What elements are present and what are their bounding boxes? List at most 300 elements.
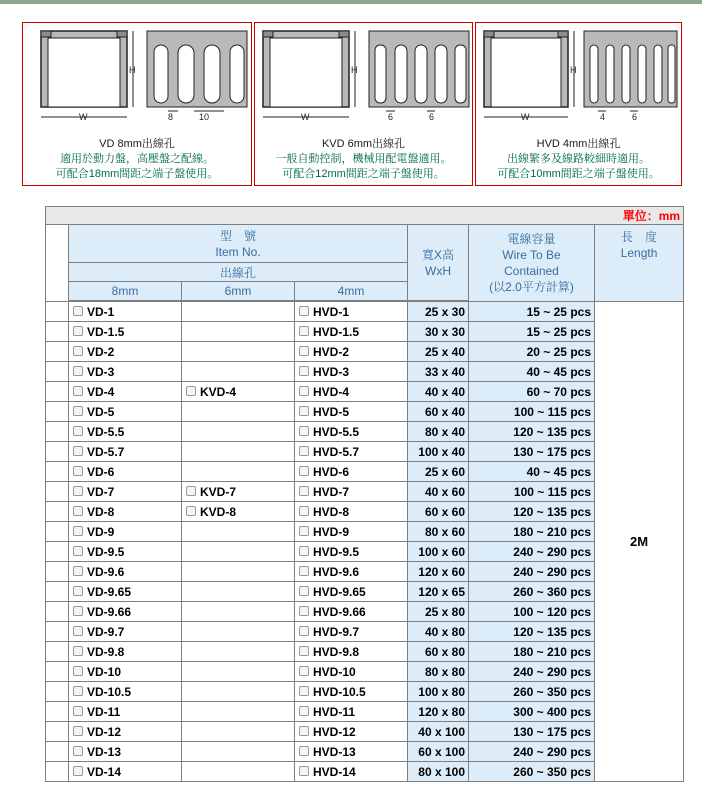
table-row — [46, 622, 684, 642]
select-checkbox[interactable] — [73, 666, 83, 676]
capacity-cell: 240 ~ 290 pcs — [469, 562, 595, 582]
table-row — [46, 662, 684, 682]
vd-model-cell — [69, 402, 182, 422]
duct-diagram-vd — [23, 23, 253, 133]
select-checkbox[interactable] — [299, 326, 309, 336]
row-blank-cell — [46, 582, 69, 602]
length-header-en: Length — [620, 246, 658, 260]
vd-model-cell — [69, 382, 182, 402]
col-8mm-header: 8mm — [69, 282, 182, 301]
kvd-model-cell — [182, 322, 295, 342]
hvd-model-label: HVD-2 — [313, 344, 350, 359]
vd-model-label: VD-12 — [87, 724, 122, 739]
size-cell: 60 x 60 — [408, 502, 469, 522]
vd-model-cell — [69, 662, 182, 682]
select-checkbox[interactable] — [186, 386, 196, 396]
spec-table-wrapper — [45, 206, 683, 782]
size-cell: 60 x 80 — [408, 642, 469, 662]
select-checkbox[interactable] — [73, 566, 83, 576]
kvd-model-cell — [182, 582, 295, 602]
vd-model-cell — [69, 342, 182, 362]
select-checkbox[interactable] — [299, 546, 309, 556]
table-row — [46, 762, 684, 782]
hvd-model-cell — [295, 542, 408, 562]
kvd-model-cell — [182, 602, 295, 622]
hvd-model-label: HVD-5.7 — [313, 444, 360, 459]
select-checkbox[interactable] — [73, 366, 83, 376]
unit-label: 單位：mm — [46, 207, 684, 225]
hvd-model-label: HVD-9.7 — [313, 624, 360, 639]
capacity-cell: 180 ~ 210 pcs — [469, 642, 595, 662]
dim-w-label: W — [79, 112, 88, 122]
select-checkbox[interactable] — [73, 326, 83, 336]
hvd-model-cell — [295, 442, 408, 462]
capacity-header-note: (以2.0平方計算) — [489, 280, 574, 294]
diagram-panel-kvd — [254, 22, 473, 186]
col-4mm-header: 4mm — [295, 282, 408, 301]
capacity-cell: 300 ~ 400 pcs — [469, 702, 595, 722]
row-blank-cell — [46, 662, 69, 682]
select-checkbox[interactable] — [73, 546, 83, 556]
hvd-model-label: HVD-10 — [313, 664, 356, 679]
table-row — [46, 422, 684, 442]
size-cell: 60 x 100 — [408, 742, 469, 762]
size-cell: 100 x 80 — [408, 682, 469, 702]
vd-model-cell — [69, 522, 182, 542]
row-blank-cell — [46, 482, 69, 502]
spec-table — [45, 206, 684, 782]
dim-w-label: W — [521, 112, 530, 122]
table-row — [46, 322, 684, 342]
kvd-model-cell — [182, 442, 295, 462]
select-checkbox[interactable] — [73, 706, 83, 716]
caption-title: HVD 4mm出線孔 — [536, 138, 621, 150]
select-checkbox[interactable] — [299, 766, 309, 776]
blank-header-cell — [46, 225, 69, 302]
hvd-model-label: HVD-9.8 — [313, 644, 360, 659]
caption-terminal: 可配合12mm間距之端子盤使用。 — [282, 168, 445, 180]
hvd-model-label: HVD-3 — [313, 364, 350, 379]
table-row — [46, 742, 684, 762]
hvd-model-cell — [295, 422, 408, 442]
size-cell: 60 x 40 — [408, 402, 469, 422]
select-checkbox[interactable] — [73, 506, 83, 516]
row-blank-cell — [46, 622, 69, 642]
select-checkbox[interactable] — [299, 726, 309, 736]
capacity-cell: 260 ~ 350 pcs — [469, 762, 595, 782]
hvd-model-label: HVD-1.5 — [313, 324, 360, 339]
table-row — [46, 682, 684, 702]
kvd-model-cell — [182, 482, 295, 502]
hvd-model-label: HVD-13 — [313, 744, 356, 759]
row-blank-cell — [46, 762, 69, 782]
select-checkbox[interactable] — [299, 606, 309, 616]
capacity-cell: 260 ~ 360 pcs — [469, 582, 595, 602]
hvd-model-label: HVD-8 — [313, 504, 350, 519]
kvd-model-cell — [182, 562, 295, 582]
size-cell: 25 x 30 — [408, 302, 469, 322]
vd-model-cell — [69, 482, 182, 502]
kvd-model-cell — [182, 382, 295, 402]
vd-model-label: VD-5 — [87, 404, 115, 419]
size-header-en: WxH — [425, 263, 451, 278]
size-cell: 40 x 40 — [408, 382, 469, 402]
vd-model-cell — [69, 762, 182, 782]
capacity-cell: 60 ~ 70 pcs — [469, 382, 595, 402]
duct-diagram-kvd — [255, 23, 474, 133]
row-blank-cell — [46, 702, 69, 722]
vd-model-label: VD-9 — [87, 524, 115, 539]
caption-title: VD 8mm出線孔 — [99, 138, 175, 150]
select-checkbox[interactable] — [73, 386, 83, 396]
hvd-model-cell — [295, 382, 408, 402]
capacity-cell: 100 ~ 115 pcs — [469, 482, 595, 502]
hvd-model-label: HVD-9.6 — [313, 564, 360, 579]
capacity-cell: 15 ~ 25 pcs — [469, 322, 595, 342]
select-checkbox[interactable] — [73, 586, 83, 596]
select-checkbox[interactable] — [299, 686, 309, 696]
col-6mm-header: 6mm — [182, 282, 295, 301]
select-checkbox[interactable] — [73, 766, 83, 776]
select-checkbox[interactable] — [299, 646, 309, 656]
select-checkbox[interactable] — [299, 446, 309, 456]
dim-h-label: H — [570, 65, 577, 75]
capacity-cell: 100 ~ 120 pcs — [469, 602, 595, 622]
select-checkbox[interactable] — [73, 306, 83, 316]
select-checkbox[interactable] — [73, 626, 83, 636]
size-cell: 40 x 80 — [408, 622, 469, 642]
capacity-cell: 120 ~ 135 pcs — [469, 502, 595, 522]
size-cell: 100 x 60 — [408, 542, 469, 562]
model-header — [69, 225, 408, 263]
hvd-model-cell — [295, 342, 408, 362]
table-row — [46, 482, 684, 502]
kvd-model-cell — [182, 722, 295, 742]
pitch-a-label: 6 — [388, 112, 394, 122]
capacity-header-en2: Contained — [504, 264, 559, 278]
caption-usage: 出線繁多及線路較細時適用。 — [507, 153, 650, 165]
select-checkbox[interactable] — [299, 706, 309, 716]
capacity-cell: 15 ~ 25 pcs — [469, 302, 595, 322]
vd-model-cell — [69, 742, 182, 762]
hvd-model-cell — [295, 362, 408, 382]
vd-model-cell — [69, 322, 182, 342]
row-blank-cell — [46, 742, 69, 762]
select-checkbox[interactable] — [299, 366, 309, 376]
hvd-model-label: HVD-9 — [313, 524, 350, 539]
select-checkbox[interactable] — [73, 446, 83, 456]
select-checkbox[interactable] — [73, 406, 83, 416]
table-row — [46, 542, 684, 562]
vd-model-cell — [69, 722, 182, 742]
vd-model-label: VD-5.7 — [87, 444, 125, 459]
vd-model-label: VD-1.5 — [87, 324, 125, 339]
kvd-model-cell — [182, 762, 295, 782]
size-header-zh: 寬X高 — [421, 247, 454, 262]
caption-terminal: 可配合18mm間距之端子盤使用。 — [55, 168, 219, 180]
capacity-cell: 240 ~ 290 pcs — [469, 542, 595, 562]
kvd-model-cell — [182, 642, 295, 662]
size-cell: 40 x 60 — [408, 482, 469, 502]
select-checkbox[interactable] — [73, 466, 83, 476]
capacity-cell: 240 ~ 290 pcs — [469, 742, 595, 762]
table-row — [46, 562, 684, 582]
select-checkbox[interactable] — [299, 386, 309, 396]
hvd-model-cell — [295, 642, 408, 662]
size-cell: 80 x 80 — [408, 662, 469, 682]
kvd-model-cell — [182, 622, 295, 642]
vd-model-cell — [69, 362, 182, 382]
select-checkbox[interactable] — [73, 606, 83, 616]
size-cell: 33 x 40 — [408, 362, 469, 382]
row-blank-cell — [46, 502, 69, 522]
kvd-model-label: KVD-4 — [200, 384, 237, 399]
capacity-header — [469, 225, 595, 302]
select-checkbox[interactable] — [299, 346, 309, 356]
hvd-model-cell — [295, 682, 408, 702]
vd-model-label: VD-1 — [87, 304, 115, 319]
hvd-model-cell — [295, 482, 408, 502]
hvd-model-cell — [295, 622, 408, 642]
vd-model-label: VD-3 — [87, 364, 115, 379]
vd-model-cell — [69, 542, 182, 562]
hvd-model-cell — [295, 502, 408, 522]
length-header — [595, 225, 684, 302]
vd-model-label: VD-2 — [87, 344, 115, 359]
size-cell: 80 x 40 — [408, 422, 469, 442]
select-checkbox[interactable] — [73, 486, 83, 496]
select-checkbox[interactable] — [299, 626, 309, 636]
select-checkbox[interactable] — [299, 406, 309, 416]
vd-model-cell — [69, 422, 182, 442]
select-checkbox[interactable] — [299, 426, 309, 436]
kvd-model-cell — [182, 422, 295, 442]
select-checkbox[interactable] — [186, 506, 196, 516]
vd-model-label: VD-9.5 — [87, 544, 125, 559]
panel-caption — [476, 137, 681, 182]
vd-model-cell — [69, 302, 182, 322]
spec-table-body — [46, 302, 684, 782]
kvd-model-cell — [182, 702, 295, 722]
size-cell: 40 x 100 — [408, 722, 469, 742]
row-blank-cell — [46, 682, 69, 702]
size-cell: 120 x 80 — [408, 702, 469, 722]
panel-caption — [23, 137, 251, 182]
select-checkbox[interactable] — [73, 746, 83, 756]
table-row — [46, 582, 684, 602]
hvd-model-cell — [295, 462, 408, 482]
hvd-model-label: HVD-14 — [313, 764, 356, 779]
select-checkbox[interactable] — [186, 486, 196, 496]
capacity-cell: 130 ~ 175 pcs — [469, 722, 595, 742]
kvd-model-cell — [182, 502, 295, 522]
vd-model-label: VD-5.5 — [87, 424, 125, 439]
capacity-cell: 20 ~ 25 pcs — [469, 342, 595, 362]
size-cell: 30 x 30 — [408, 322, 469, 342]
row-blank-cell — [46, 542, 69, 562]
select-checkbox[interactable] — [299, 526, 309, 536]
capacity-cell: 40 ~ 45 pcs — [469, 462, 595, 482]
select-checkbox[interactable] — [73, 346, 83, 356]
model-header-en: Item No. — [215, 244, 261, 259]
select-checkbox[interactable] — [299, 566, 309, 576]
hvd-model-cell — [295, 582, 408, 602]
vd-model-cell — [69, 602, 182, 622]
kvd-model-label: KVD-7 — [200, 484, 237, 499]
vd-model-cell — [69, 462, 182, 482]
capacity-header-zh: 電線容量 — [507, 232, 556, 246]
hvd-model-label: HVD-1 — [313, 304, 350, 319]
size-cell: 100 x 40 — [408, 442, 469, 462]
vd-model-label: VD-8 — [87, 504, 115, 519]
vd-model-label: VD-10.5 — [87, 684, 132, 699]
kvd-model-cell — [182, 662, 295, 682]
dim-h-label: H — [351, 65, 358, 75]
row-blank-cell — [46, 602, 69, 622]
select-checkbox[interactable] — [73, 686, 83, 696]
size-cell: 25 x 40 — [408, 342, 469, 362]
vd-model-cell — [69, 682, 182, 702]
hvd-model-cell — [295, 562, 408, 582]
select-checkbox[interactable] — [299, 466, 309, 476]
hvd-model-cell — [295, 662, 408, 682]
hvd-model-label: HVD-10.5 — [313, 684, 366, 699]
select-checkbox[interactable] — [73, 526, 83, 536]
kvd-model-cell — [182, 342, 295, 362]
capacity-cell: 120 ~ 135 pcs — [469, 622, 595, 642]
kvd-model-cell — [182, 462, 295, 482]
hvd-model-label: HVD-4 — [313, 384, 350, 399]
table-row — [46, 382, 684, 402]
pitch-a-label: 8 — [168, 112, 174, 122]
caption-usage: 一般自動控制，機械用配電盤適用。 — [275, 153, 452, 165]
vd-model-label: VD-6 — [87, 464, 115, 479]
hvd-model-label: HVD-12 — [313, 724, 356, 739]
table-row — [46, 642, 684, 662]
table-row — [46, 362, 684, 382]
caption-title: KVD 6mm出線孔 — [321, 138, 406, 150]
select-checkbox[interactable] — [299, 746, 309, 756]
row-blank-cell — [46, 342, 69, 362]
diagram-panel-hvd — [475, 22, 682, 186]
table-row — [46, 722, 684, 742]
kvd-model-cell — [182, 402, 295, 422]
table-row — [46, 702, 684, 722]
table-row — [46, 522, 684, 542]
hvd-model-label: HVD-9.66 — [313, 604, 366, 619]
select-checkbox[interactable] — [299, 486, 309, 496]
duct-diagram-hvd — [476, 23, 683, 133]
select-checkbox[interactable] — [299, 306, 309, 316]
capacity-cell: 180 ~ 210 pcs — [469, 522, 595, 542]
table-row — [46, 342, 684, 362]
caption-usage: 適用於動力盤，高壓盤之配線。 — [60, 153, 214, 165]
row-blank-cell — [46, 402, 69, 422]
hvd-model-label: HVD-6 — [313, 464, 350, 479]
table-row — [46, 402, 684, 422]
kvd-model-cell — [182, 682, 295, 702]
size-cell: 120 x 60 — [408, 562, 469, 582]
vd-model-cell — [69, 622, 182, 642]
table-row — [46, 442, 684, 462]
select-checkbox[interactable] — [299, 586, 309, 596]
vd-model-cell — [69, 582, 182, 602]
row-blank-cell — [46, 522, 69, 542]
hvd-model-cell — [295, 702, 408, 722]
row-blank-cell — [46, 642, 69, 662]
hvd-model-label: HVD-9.5 — [313, 544, 360, 559]
row-blank-cell — [46, 362, 69, 382]
hvd-model-cell — [295, 742, 408, 762]
capacity-cell: 120 ~ 135 pcs — [469, 422, 595, 442]
hvd-model-cell — [295, 762, 408, 782]
vd-model-label: VD-10 — [87, 664, 122, 679]
hvd-model-label: HVD-5 — [313, 404, 350, 419]
hvd-model-cell — [295, 602, 408, 622]
pitch-a-label: 4 — [600, 112, 606, 122]
top-banner-strip — [0, 0, 702, 4]
select-checkbox[interactable] — [73, 426, 83, 436]
capacity-cell: 100 ~ 115 pcs — [469, 402, 595, 422]
capacity-cell: 130 ~ 175 pcs — [469, 442, 595, 462]
diagram-panel-vd — [22, 22, 252, 186]
kvd-model-label: KVD-8 — [200, 504, 237, 519]
row-blank-cell — [46, 382, 69, 402]
vd-model-label: VD-9.7 — [87, 624, 125, 639]
vd-model-label: VD-13 — [87, 744, 122, 759]
capacity-cell: 240 ~ 290 pcs — [469, 662, 595, 682]
table-row — [46, 602, 684, 622]
dim-w-label: W — [301, 112, 310, 122]
pitch-b-label: 6 — [632, 112, 638, 122]
vd-model-label: VD-7 — [87, 484, 115, 499]
capacity-cell: 40 ~ 45 pcs — [469, 362, 595, 382]
size-cell: 25 x 60 — [408, 462, 469, 482]
select-checkbox[interactable] — [73, 726, 83, 736]
length-value-cell: 2M — [595, 302, 684, 782]
vd-model-label: VD-14 — [87, 764, 122, 779]
row-blank-cell — [46, 422, 69, 442]
row-blank-cell — [46, 722, 69, 742]
hvd-model-label: HVD-7 — [313, 484, 350, 499]
row-blank-cell — [46, 302, 69, 322]
row-blank-cell — [46, 442, 69, 462]
model-header-zh: 型 號 — [219, 228, 256, 243]
vd-model-label: VD-9.6 — [87, 564, 125, 579]
capacity-cell: 260 ~ 350 pcs — [469, 682, 595, 702]
table-row — [46, 302, 684, 322]
table-row — [46, 462, 684, 482]
vd-model-cell — [69, 642, 182, 662]
kvd-model-cell — [182, 302, 295, 322]
hvd-model-cell — [295, 302, 408, 322]
vd-model-label: VD-9.66 — [87, 604, 132, 619]
vd-model-cell — [69, 562, 182, 582]
size-cell: 25 x 80 — [408, 602, 469, 622]
select-checkbox[interactable] — [299, 506, 309, 516]
select-checkbox[interactable] — [299, 666, 309, 676]
row-blank-cell — [46, 562, 69, 582]
vd-model-cell — [69, 502, 182, 522]
select-checkbox[interactable] — [73, 646, 83, 656]
size-cell: 80 x 100 — [408, 762, 469, 782]
hvd-model-cell — [295, 322, 408, 342]
size-cell: 120 x 65 — [408, 582, 469, 602]
vd-model-label: VD-9.8 — [87, 644, 125, 659]
kvd-model-cell — [182, 742, 295, 762]
vd-model-cell — [69, 702, 182, 722]
pitch-b-label: 10 — [199, 112, 210, 122]
